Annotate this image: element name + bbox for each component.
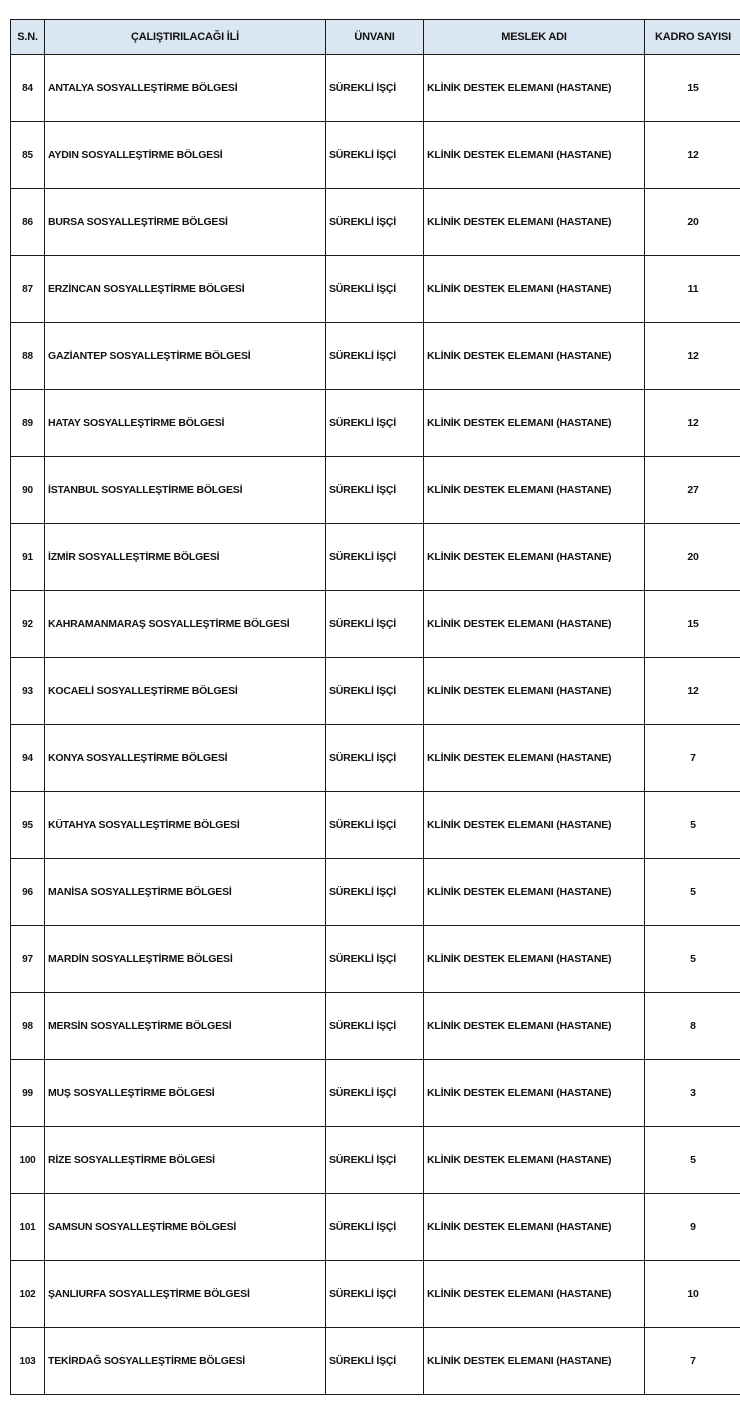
cell-sn: 84 [11, 55, 45, 122]
table-row [11, 926, 740, 993]
cell-unvan: SÜREKLİ İŞÇİ [326, 1261, 424, 1328]
cell-il: İZMİR SOSYALLEŞTİRME BÖLGESİ [45, 524, 326, 591]
cell-kadro: 20 [645, 189, 740, 256]
header-sn: S.N. [11, 20, 45, 55]
table-row [11, 390, 740, 457]
cell-kadro: 5 [645, 926, 740, 993]
cell-unvan: SÜREKLİ İŞÇİ [326, 591, 424, 658]
table-row [11, 323, 740, 390]
cell-meslek: KLİNİK DESTEK ELEMANI (HASTANE) [424, 859, 645, 926]
cell-il: ANTALYA SOSYALLEŞTİRME BÖLGESİ [45, 55, 326, 122]
header-meslek: MESLEK ADI [424, 20, 645, 55]
header-unvan: ÜNVANI [326, 20, 424, 55]
cell-meslek: KLİNİK DESTEK ELEMANI (HASTANE) [424, 792, 645, 859]
table-row [11, 122, 740, 189]
cell-il: KONYA SOSYALLEŞTİRME BÖLGESİ [45, 725, 326, 792]
cell-sn: 87 [11, 256, 45, 323]
table-header [11, 20, 740, 55]
cell-unvan: SÜREKLİ İŞÇİ [326, 55, 424, 122]
header-kadro: KADRO SAYISI [645, 20, 740, 55]
cell-il: İSTANBUL SOSYALLEŞTİRME BÖLGESİ [45, 457, 326, 524]
cell-il: KOCAELİ SOSYALLEŞTİRME BÖLGESİ [45, 658, 326, 725]
cell-kadro: 5 [645, 1127, 740, 1194]
cell-sn: 102 [11, 1261, 45, 1328]
cell-meslek: KLİNİK DESTEK ELEMANI (HASTANE) [424, 390, 645, 457]
cell-meslek: KLİNİK DESTEK ELEMANI (HASTANE) [424, 323, 645, 390]
cell-kadro: 8 [645, 993, 740, 1060]
cell-sn: 88 [11, 323, 45, 390]
table-row [11, 591, 740, 658]
cell-il: MUŞ SOSYALLEŞTİRME BÖLGESİ [45, 1060, 326, 1127]
cell-unvan: SÜREKLİ İŞÇİ [326, 658, 424, 725]
cell-meslek: KLİNİK DESTEK ELEMANI (HASTANE) [424, 926, 645, 993]
cell-meslek: KLİNİK DESTEK ELEMANI (HASTANE) [424, 1060, 645, 1127]
cell-sn: 100 [11, 1127, 45, 1194]
cell-unvan: SÜREKLİ İŞÇİ [326, 725, 424, 792]
cell-kadro: 15 [645, 591, 740, 658]
cell-kadro: 9 [645, 1194, 740, 1261]
cell-sn: 86 [11, 189, 45, 256]
cell-sn: 90 [11, 457, 45, 524]
cell-sn: 91 [11, 524, 45, 591]
cell-unvan: SÜREKLİ İŞÇİ [326, 1194, 424, 1261]
cell-il: ŞANLIURFA SOSYALLEŞTİRME BÖLGESİ [45, 1261, 326, 1328]
cell-kadro: 27 [645, 457, 740, 524]
table-row [11, 1060, 740, 1127]
cell-kadro: 5 [645, 859, 740, 926]
cell-meslek: KLİNİK DESTEK ELEMANI (HASTANE) [424, 993, 645, 1060]
cell-sn: 103 [11, 1328, 45, 1395]
cell-unvan: SÜREKLİ İŞÇİ [326, 1127, 424, 1194]
cell-kadro: 12 [645, 390, 740, 457]
table-row [11, 1261, 740, 1328]
table-body [11, 55, 740, 1395]
cell-unvan: SÜREKLİ İŞÇİ [326, 189, 424, 256]
cell-meslek: KLİNİK DESTEK ELEMANI (HASTANE) [424, 1194, 645, 1261]
cell-meslek: KLİNİK DESTEK ELEMANI (HASTANE) [424, 457, 645, 524]
cell-sn: 94 [11, 725, 45, 792]
cell-meslek: KLİNİK DESTEK ELEMANI (HASTANE) [424, 725, 645, 792]
cell-sn: 101 [11, 1194, 45, 1261]
cell-unvan: SÜREKLİ İŞÇİ [326, 323, 424, 390]
cell-kadro: 7 [645, 1328, 740, 1395]
cell-meslek: KLİNİK DESTEK ELEMANI (HASTANE) [424, 658, 645, 725]
cell-il: BURSA SOSYALLEŞTİRME BÖLGESİ [45, 189, 326, 256]
table-row [11, 524, 740, 591]
cell-unvan: SÜREKLİ İŞÇİ [326, 859, 424, 926]
cell-il: KÜTAHYA SOSYALLEŞTİRME BÖLGESİ [45, 792, 326, 859]
table-row [11, 993, 740, 1060]
table-row [11, 256, 740, 323]
cell-unvan: SÜREKLİ İŞÇİ [326, 457, 424, 524]
table-row [11, 55, 740, 122]
cell-meslek: KLİNİK DESTEK ELEMANI (HASTANE) [424, 1328, 645, 1395]
cell-sn: 97 [11, 926, 45, 993]
cell-il: MANİSA SOSYALLEŞTİRME BÖLGESİ [45, 859, 326, 926]
table-row [11, 1328, 740, 1395]
table-row [11, 859, 740, 926]
staff-table [10, 19, 740, 1395]
cell-il: RİZE SOSYALLEŞTİRME BÖLGESİ [45, 1127, 326, 1194]
cell-unvan: SÜREKLİ İŞÇİ [326, 256, 424, 323]
table-row [11, 457, 740, 524]
cell-il: HATAY SOSYALLEŞTİRME BÖLGESİ [45, 390, 326, 457]
cell-kadro: 11 [645, 256, 740, 323]
cell-kadro: 3 [645, 1060, 740, 1127]
table-row [11, 189, 740, 256]
cell-kadro: 10 [645, 1261, 740, 1328]
cell-kadro: 20 [645, 524, 740, 591]
cell-sn: 95 [11, 792, 45, 859]
header-row [11, 20, 740, 55]
cell-meslek: KLİNİK DESTEK ELEMANI (HASTANE) [424, 189, 645, 256]
cell-il: KAHRAMANMARAŞ SOSYALLEŞTİRME BÖLGESİ [45, 591, 326, 658]
cell-meslek: KLİNİK DESTEK ELEMANI (HASTANE) [424, 1261, 645, 1328]
header-il: ÇALIŞTIRILACAĞI İLİ [45, 20, 326, 55]
cell-il: SAMSUN SOSYALLEŞTİRME BÖLGESİ [45, 1194, 326, 1261]
table-row [11, 725, 740, 792]
cell-unvan: SÜREKLİ İŞÇİ [326, 993, 424, 1060]
cell-meslek: KLİNİK DESTEK ELEMANI (HASTANE) [424, 524, 645, 591]
cell-sn: 96 [11, 859, 45, 926]
cell-meslek: KLİNİK DESTEK ELEMANI (HASTANE) [424, 1127, 645, 1194]
cell-kadro: 5 [645, 792, 740, 859]
cell-il: MERSİN SOSYALLEŞTİRME BÖLGESİ [45, 993, 326, 1060]
cell-unvan: SÜREKLİ İŞÇİ [326, 122, 424, 189]
cell-sn: 99 [11, 1060, 45, 1127]
cell-il: AYDIN SOSYALLEŞTİRME BÖLGESİ [45, 122, 326, 189]
cell-sn: 89 [11, 390, 45, 457]
cell-meslek: KLİNİK DESTEK ELEMANI (HASTANE) [424, 256, 645, 323]
cell-meslek: KLİNİK DESTEK ELEMANI (HASTANE) [424, 122, 645, 189]
table-row [11, 792, 740, 859]
cell-il: ERZİNCAN SOSYALLEŞTİRME BÖLGESİ [45, 256, 326, 323]
cell-unvan: SÜREKLİ İŞÇİ [326, 1328, 424, 1395]
cell-sn: 85 [11, 122, 45, 189]
cell-kadro: 7 [645, 725, 740, 792]
cell-il: TEKİRDAĞ SOSYALLEŞTİRME BÖLGESİ [45, 1328, 326, 1395]
table-row [11, 1127, 740, 1194]
table-row [11, 1194, 740, 1261]
cell-il: MARDİN SOSYALLEŞTİRME BÖLGESİ [45, 926, 326, 993]
cell-sn: 93 [11, 658, 45, 725]
cell-unvan: SÜREKLİ İŞÇİ [326, 926, 424, 993]
table-row [11, 658, 740, 725]
cell-unvan: SÜREKLİ İŞÇİ [326, 524, 424, 591]
cell-sn: 92 [11, 591, 45, 658]
cell-meslek: KLİNİK DESTEK ELEMANI (HASTANE) [424, 55, 645, 122]
cell-kadro: 15 [645, 55, 740, 122]
cell-il: GAZİANTEP SOSYALLEŞTİRME BÖLGESİ [45, 323, 326, 390]
cell-unvan: SÜREKLİ İŞÇİ [326, 792, 424, 859]
cell-unvan: SÜREKLİ İŞÇİ [326, 390, 424, 457]
cell-kadro: 12 [645, 658, 740, 725]
cell-sn: 98 [11, 993, 45, 1060]
cell-unvan: SÜREKLİ İŞÇİ [326, 1060, 424, 1127]
cell-kadro: 12 [645, 323, 740, 390]
cell-kadro: 12 [645, 122, 740, 189]
cell-meslek: KLİNİK DESTEK ELEMANI (HASTANE) [424, 591, 645, 658]
